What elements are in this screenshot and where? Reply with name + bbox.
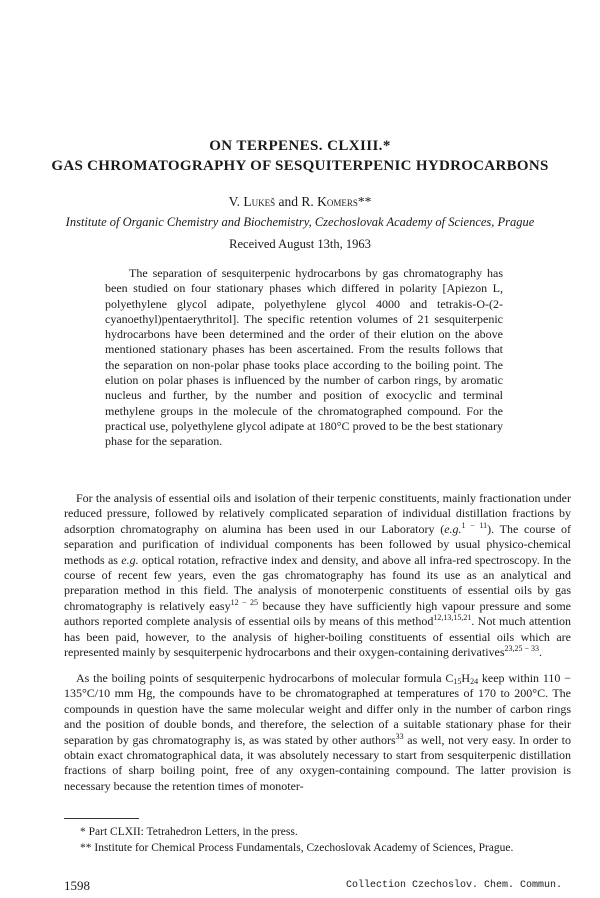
footnote-1: * Part CLXII: Tetrahedron Letters, in the press. — [80, 826, 298, 838]
footnote-divider — [64, 818, 139, 819]
reference-superscript: 33 — [395, 731, 404, 741]
para2-text-1: As the boiling points of sesquiterpenic hydrocarbons of molecular formula C — [76, 671, 454, 685]
article-title-series: ON TERPENES. CLXIII.* — [209, 138, 391, 154]
para1-text-4: because they have sufficiently high vapour pressure and some authors reported complete analysis of essential oils by means of this method — [64, 598, 572, 629]
reference-superscript: 12 − 25 — [230, 597, 259, 607]
formula-subscript: 24 — [470, 677, 479, 686]
body-paragraph-2 — [64, 671, 571, 794]
journal-name: Collection Czechoslov. Chem. Commun. — [345, 880, 562, 891]
para1-text-1: For the analysis of essential oils and isolation of their terpenic constituents, mainly fractionation under reduced pressure, followed by relatively complicated separation of individual distillation fractions by adsorption chromatography on alumina has been used in our Laboratory ( — [64, 491, 571, 536]
para1-eg-1: e.g. — [444, 521, 462, 536]
footnote-2: ** Institute for Chemical Process Fundamentals, Czechoslovak Academy of Sciences, Prague. — [80, 842, 514, 854]
reference-superscript: 12,13,15,21 — [433, 613, 472, 623]
para1-text-3: optical rotation, refractive index and density, and above all infra-red spectroscopy. In the course of recent few years, even the gas chromatography has found its use as an analytical and preparation method in this field. The analysis of monoterpenic constituents of essential oils by gas chromatography is relatively easy — [64, 552, 571, 613]
author-komers: R. Komers** — [301, 194, 372, 209]
para1-text-5: . Not much attention has been paid, however, to the analysis of higher-boiling constituents of essential oils which are represented mainly by sesquiterpenic hydrocarbons and their oxygen-containing derivatives — [64, 614, 571, 660]
received-date: Received August 13th, 1963 — [229, 237, 371, 251]
article-title: GAS CHROMATOGRAPHY OF SESQUITERPENIC HYDROCARBONS — [51, 158, 549, 174]
para1-eg-2: e.g. — [121, 552, 139, 567]
institution: Institute of Organic Chemistry and Biochemistry, Czechoslovak Academy of Sciences, Prague — [65, 215, 535, 229]
author-conjunction: and — [275, 194, 302, 209]
abstract: The separation of sesquiterpenic hydrocarbons by gas chromatography has been studied on four stationary phases which differed in polarity [Apiezon L, polyethylene glycol adipate, polyethylene glycol 4000 and tetrakis-O-(2-cyanoethyl)pentaerythritol]. The specific retention volumes of 21 sesquiterpenic hydrocarbons have been determined and the order of their elution on the above mentioned stationary phases has been ascertained. From the results follows that the separation on non-polar phase tooks place according to the boiling point. The elution on polar phases is influenced by the number of carbon rings, by aromatic nucleus and further, by the number and position of exocyclic and terminal methylene groups in the molecule of the chromatographed compound. For the practical use, polyethylene glycol adipate at 180°C proved to be the best stationary phase for the separation. — [105, 266, 503, 449]
para1-text-2: ). The course of separation and purification of individual components has been followed by usual physico-chemical methods as — [64, 521, 572, 567]
para2-text-2: keep within 110 − 135°C/10 mm Hg, the compounds have to be chromatographed at temperatures of 170 to 200°C. The compounds in question have the same molecular weight and differ only in the number of carbon rings and the position of double bonds, and therefore, the selection of a suitable stationary phase for their separation by gas chromatography is, as was stated by other authors — [64, 671, 571, 747]
page-number: 1598 — [64, 878, 90, 893]
author-lukes: V. Lukeš — [228, 194, 276, 209]
para2-text-3: as well, not very easy. In order to obtain exact chromatographical data, it was absolutely necessary to start from sesquiterpenic distillation fractions of sharp boiling point, free of any oxygen-containing compound. The latter provision is necessary because the retention times of monoter- — [64, 732, 571, 793]
para1-text-6: . — [539, 645, 543, 660]
author-line — [0, 194, 600, 210]
para2-formula-h: H — [461, 671, 471, 685]
formula-subscript: 15 — [453, 677, 462, 686]
reference-superscript: 23,25 − 33 — [504, 644, 540, 654]
body-paragraph-1 — [64, 491, 571, 660]
reference-superscript: 1 − 11 — [461, 520, 488, 530]
